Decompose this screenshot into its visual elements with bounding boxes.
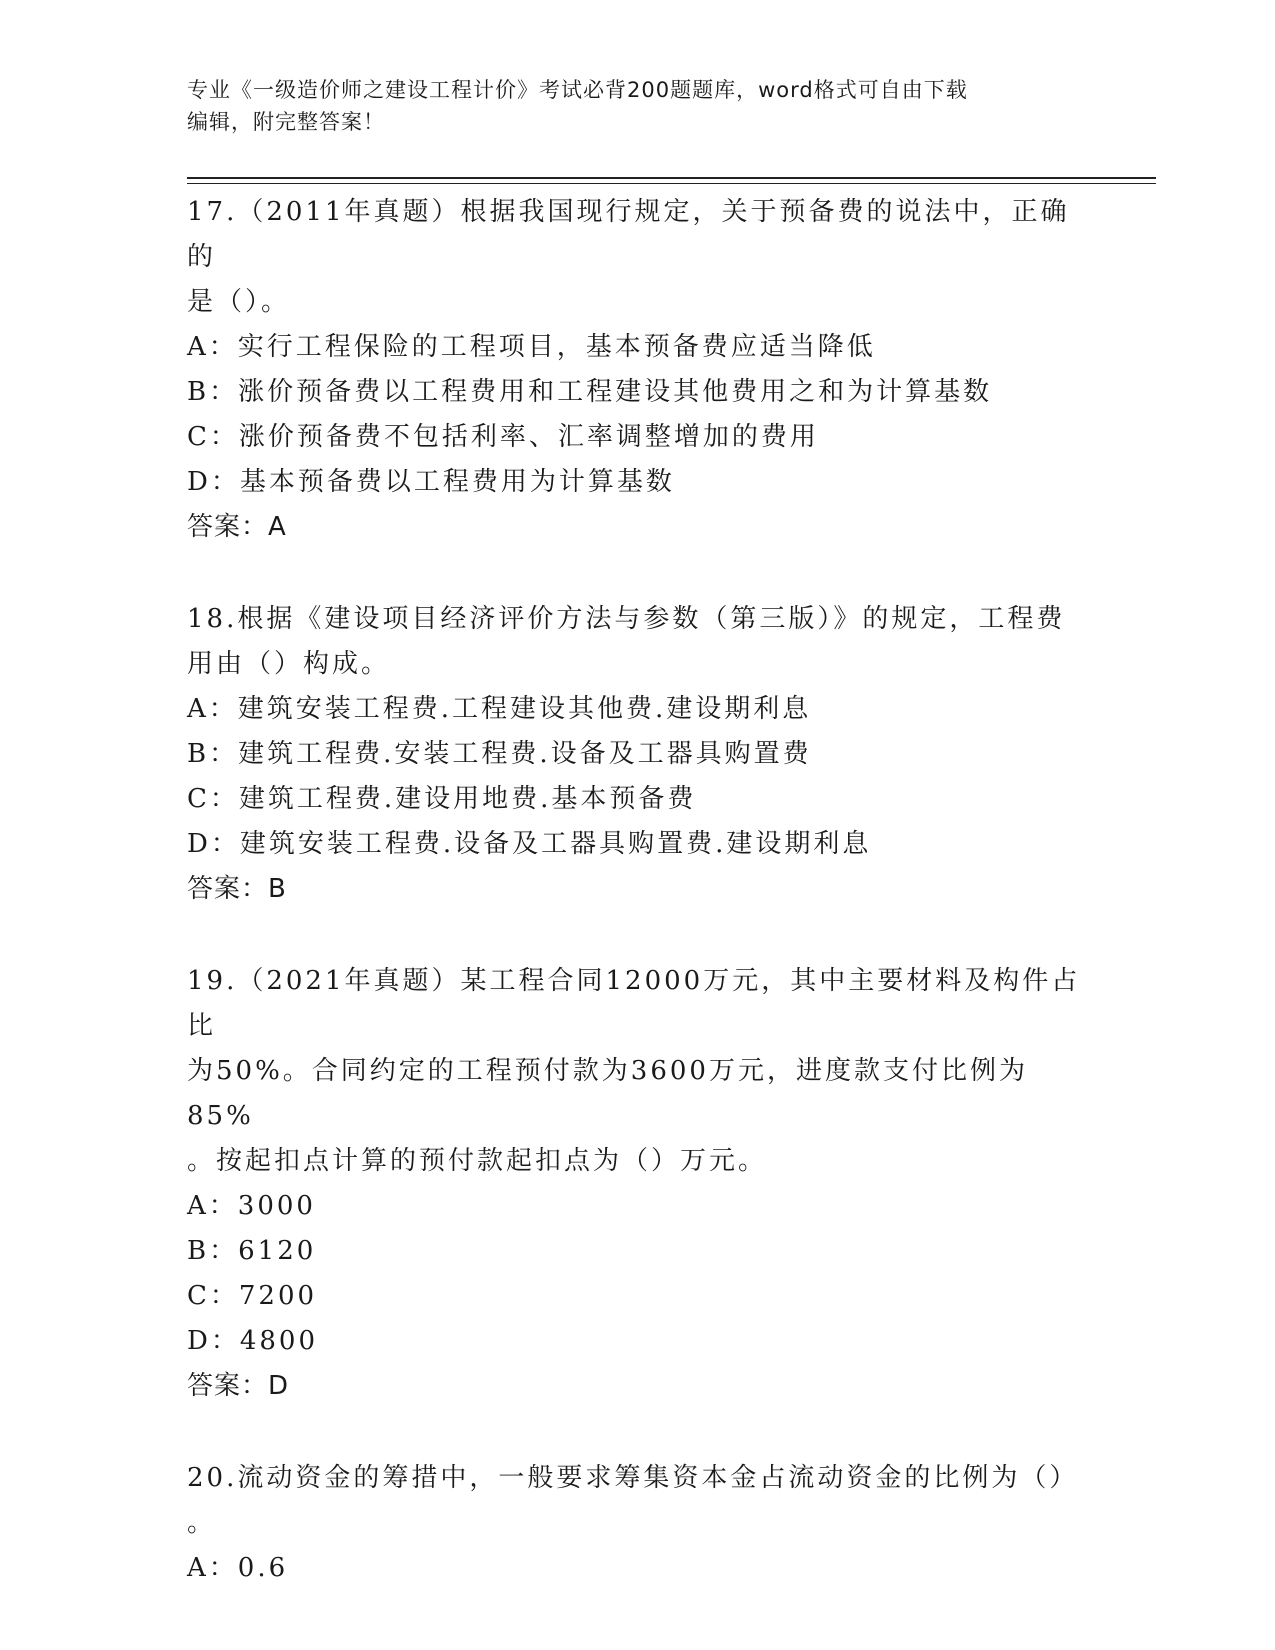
header-line-2: 编辑，附完整答案！ [187, 110, 385, 134]
option-c: C：建筑工程费.建设用地费.基本预备费 [187, 784, 697, 814]
question-stem-line: 18.根据《建设项目经济评价方法与参数（第三版）》的规定，工程费 [187, 604, 1066, 634]
option-b: B：涨价预备费以工程费用和工程建设其他费用之和为计算基数 [187, 377, 993, 407]
header-line-1: 专业《一级造价师之建设工程计价》考试必背200题题库，word格式可自由下载 [187, 78, 968, 102]
answer-line: 答案：B [187, 874, 287, 904]
question-stem-line: 是（）。 [187, 287, 291, 317]
option-a: A：建筑安装工程费.工程建设其他费.建设期利息 [187, 694, 812, 724]
option-d: D：建筑安装工程费.设备及工器具购置费.建设期利息 [187, 829, 872, 859]
option-b: B：6120 [187, 1236, 317, 1266]
option-a: A：0.6 [187, 1553, 289, 1583]
answer-line: 答案：D [187, 1371, 290, 1401]
option-b: B：建筑工程费.安装工程费.设备及工器具购置费 [187, 739, 812, 769]
document-header [187, 74, 1067, 138]
question-stem-line: 为50%。合同约定的工程预付款为3600万元，进度款支付比例为85% [187, 1056, 1028, 1131]
question-spacer [187, 550, 1087, 597]
question-stem-line: 19.（2021年真题）某工程合同12000万元，其中主要材料及构件占比 [187, 966, 1081, 1041]
answer-line: 答案：A [187, 512, 287, 542]
question-18 [187, 597, 1087, 912]
option-d: D：基本预备费以工程费用为计算基数 [187, 467, 675, 497]
question-spacer [187, 912, 1087, 959]
option-d: D：4800 [187, 1326, 319, 1356]
question-17 [187, 190, 1087, 550]
option-a: A：3000 [187, 1191, 316, 1221]
question-stem-line: 。 [187, 1508, 217, 1538]
question-list [187, 190, 1087, 1591]
question-spacer [187, 1409, 1087, 1456]
option-c: C：涨价预备费不包括利率、汇率调整增加的费用 [187, 422, 819, 452]
question-19 [187, 959, 1087, 1409]
question-stem-line: 用由（）构成。 [187, 649, 391, 679]
question-stem-line: 。按起扣点计算的预付款起扣点为（）万元。 [187, 1146, 768, 1176]
option-a: A：实行工程保险的工程项目，基本预备费应适当降低 [187, 332, 876, 362]
option-c: C：7200 [187, 1281, 318, 1311]
question-20 [187, 1456, 1087, 1591]
question-stem-line: 17.（2011年真题）根据我国现行规定，关于预备费的说法中，正确的 [187, 197, 1070, 272]
header-divider-thick [187, 177, 1156, 179]
header-divider-thin [187, 183, 1156, 184]
question-stem-line: 20.流动资金的筹措中，一般要求筹集资本金占流动资金的比例为（） [187, 1463, 1079, 1493]
